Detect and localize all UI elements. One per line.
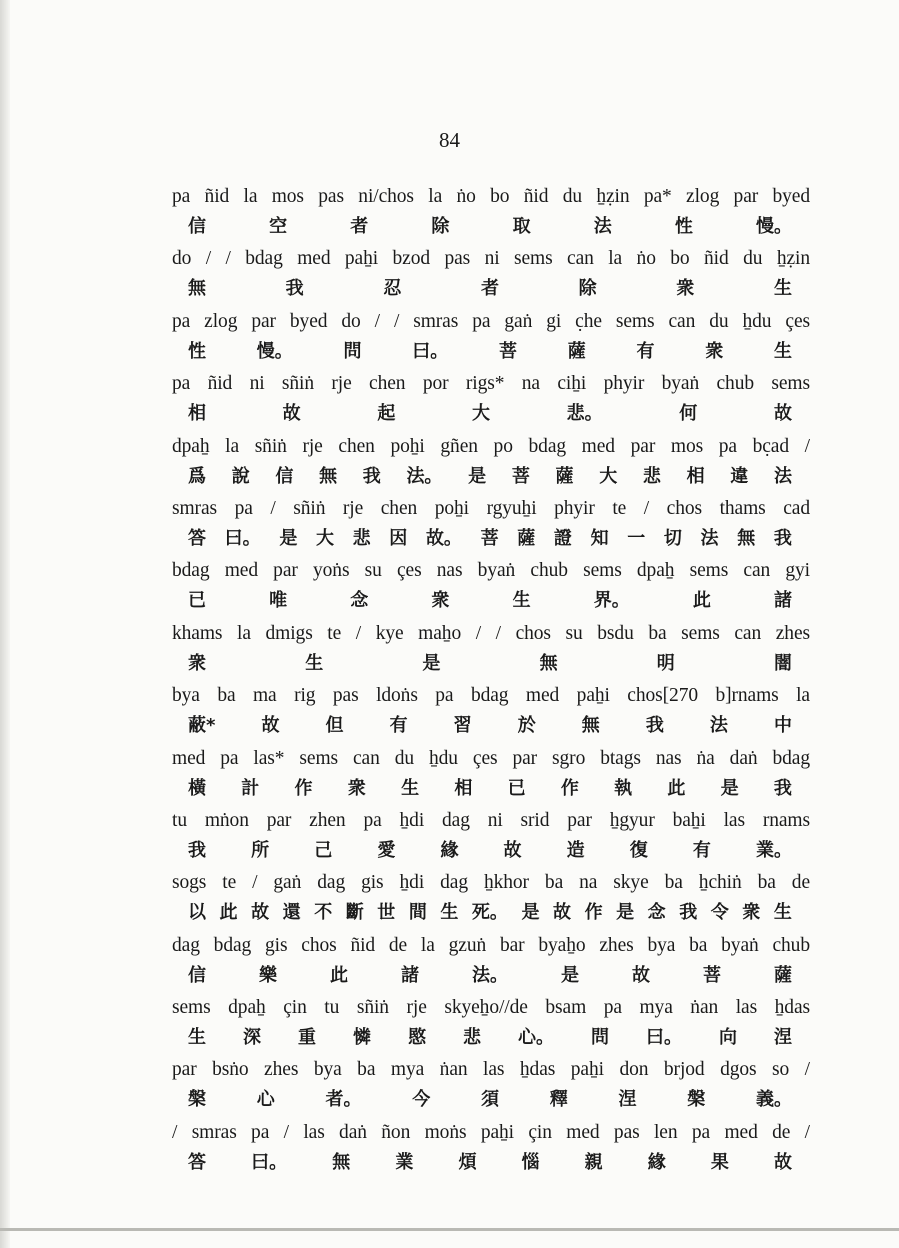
chinese-character: 已 — [507, 777, 526, 799]
chinese-character: 信 — [188, 216, 206, 237]
line-pair — [172, 369, 810, 431]
chinese-character: 者。 — [325, 1089, 362, 1111]
chinese-character: 除 — [578, 278, 597, 300]
line-pair — [172, 993, 810, 1055]
chinese-gloss-line — [172, 398, 810, 431]
chinese-gloss-line — [172, 710, 810, 743]
chinese-character: 作 — [584, 902, 603, 924]
chinese-character: 令 — [710, 902, 729, 924]
chinese-character: 故 — [251, 902, 270, 924]
tibetan-transliteration-line: med pa las* sems can du ẖdu çes par sgro btags nas ṅa daṅ bdag — [172, 747, 810, 769]
chinese-character: 法 — [593, 216, 612, 237]
chinese-character: 世 — [377, 902, 396, 924]
chinese-character: 業。 — [755, 839, 792, 861]
chinese-character: 已 — [188, 590, 206, 612]
chinese-character: 忍 — [383, 278, 402, 300]
chinese-character: 我 — [773, 777, 792, 799]
chinese-character: 今 — [412, 1089, 431, 1111]
line-pair — [172, 931, 810, 993]
chinese-character: 執 — [614, 777, 633, 799]
chinese-character: 曰。 — [412, 340, 449, 362]
chinese-character: 此 — [330, 964, 348, 986]
chinese-character: 樂 — [259, 964, 277, 986]
line-pair — [172, 1118, 810, 1180]
chinese-character: 無 — [539, 652, 558, 674]
chinese-character: 此 — [219, 902, 238, 924]
scan-edge-bottom — [0, 1228, 899, 1231]
chinese-character: 故 — [282, 403, 301, 425]
chinese-character: 我 — [645, 715, 664, 737]
chinese-character: 大 — [471, 403, 490, 425]
tibetan-transliteration-line: par bsṅo zhes bya ba mya ṅan las ẖdas paẖi don brjod dgos so / — [172, 1059, 810, 1081]
chinese-character: 向 — [719, 1027, 737, 1049]
chinese-character: 間 — [408, 902, 427, 924]
chinese-gloss-line — [172, 336, 810, 369]
line-pair — [172, 244, 810, 306]
chinese-character: 菩 — [499, 340, 517, 362]
chinese-character: 無 — [332, 1151, 351, 1173]
chinese-character: 槃 — [687, 1089, 706, 1111]
chinese-character: 作 — [294, 777, 313, 799]
chinese-character: 大 — [599, 465, 618, 487]
chinese-character: 生 — [305, 652, 324, 674]
line-pair — [172, 1055, 810, 1117]
chinese-character: 法 — [773, 465, 792, 487]
chinese-character: 須 — [481, 1089, 499, 1111]
chinese-character: 念 — [647, 902, 666, 924]
tibetan-transliteration-line: dpaẖ la sñiṅ rje chen poẖi gñen po bdag med par mos pa bc̣ad / — [172, 435, 810, 457]
chinese-character: 故 — [773, 1151, 792, 1173]
chinese-character: 中 — [773, 715, 792, 737]
chinese-character: 問 — [343, 340, 362, 362]
chinese-character: 悲。 — [566, 403, 603, 425]
chinese-character: 有 — [692, 839, 711, 861]
line-pair — [172, 432, 810, 494]
chinese-character: 習 — [453, 715, 472, 737]
chinese-character: 法 — [709, 715, 728, 737]
chinese-character: 無 — [737, 527, 756, 549]
chinese-character: 菩 — [703, 964, 721, 986]
chinese-character: 空 — [269, 216, 288, 237]
chinese-character: 違 — [730, 465, 749, 487]
chinese-character: 還 — [282, 902, 301, 924]
chinese-character: 界。 — [593, 590, 630, 612]
chinese-character: 我 — [285, 278, 304, 300]
chinese-character: 信 — [275, 465, 294, 487]
chinese-character: 此 — [667, 777, 686, 799]
line-pair — [172, 494, 810, 556]
chinese-character: 己 — [314, 839, 333, 861]
chinese-character: 重 — [298, 1027, 316, 1049]
chinese-character: 問 — [591, 1027, 609, 1049]
chinese-character: 有 — [389, 715, 408, 737]
chinese-character: 菩 — [480, 527, 499, 549]
chinese-character: 是 — [422, 652, 441, 674]
chinese-gloss-line — [172, 1147, 810, 1180]
chinese-character: 明 — [656, 652, 675, 674]
chinese-character: 衆 — [705, 340, 724, 362]
chinese-character: 我 — [188, 839, 206, 861]
chinese-character: 無 — [188, 278, 206, 300]
bilingual-text-block — [172, 182, 810, 1180]
chinese-character: 故 — [261, 715, 280, 737]
chinese-character: 何 — [679, 403, 698, 425]
tibetan-transliteration-line: smras pa / sñiṅ rje chen poẖi rgyuẖi phyir te / chos thams cad — [172, 497, 810, 519]
page-number: 84 — [439, 128, 460, 152]
chinese-character: 一 — [627, 527, 646, 549]
chinese-character: 槃 — [188, 1089, 206, 1111]
line-pair — [172, 868, 810, 930]
chinese-character: 慢。 — [755, 216, 792, 237]
chinese-character: 答 — [188, 1151, 206, 1173]
chinese-character: 相 — [454, 777, 473, 799]
chinese-character: 除 — [431, 216, 450, 237]
tibetan-transliteration-line: / smras pa / las daṅ ñon moṅs paẖi çin med pas len pa med de / — [172, 1121, 810, 1143]
chinese-character: 是 — [561, 964, 579, 986]
chinese-character: 故 — [632, 964, 650, 986]
chinese-character: 是 — [720, 777, 739, 799]
chinese-character: 曰。 — [251, 1151, 288, 1173]
chinese-gloss-line — [172, 273, 810, 306]
tibetan-transliteration-line: bdag med par yoṅs su çes nas byaṅ chub sems dpaẖ sems can gyi — [172, 560, 810, 582]
chinese-character: 生 — [773, 902, 792, 924]
chinese-character: 涅 — [618, 1089, 637, 1111]
chinese-character: 法 — [700, 527, 719, 549]
chinese-character: 薩 — [774, 964, 792, 986]
line-pair — [172, 806, 810, 868]
chinese-character: 於 — [517, 715, 536, 737]
chinese-gloss-line — [172, 1084, 810, 1117]
chinese-gloss-line — [172, 960, 810, 993]
chinese-character: 是 — [279, 527, 298, 549]
chinese-character: 緣 — [440, 839, 459, 861]
chinese-character: 故。 — [425, 527, 462, 549]
chinese-character: 心。 — [518, 1027, 554, 1049]
chinese-character: 性 — [188, 340, 206, 362]
chinese-character: 性 — [674, 216, 693, 237]
chinese-character: 以 — [188, 902, 206, 924]
chinese-character: 生 — [774, 340, 792, 362]
chinese-character: 證 — [553, 527, 572, 549]
chinese-character: 煩 — [458, 1151, 477, 1173]
tibetan-transliteration-line: pa ñid la mos pas ni/chos la ṅo bo ñid du ẖẓin pa* zlog par byed — [172, 186, 810, 207]
chinese-character: 說 — [231, 465, 250, 487]
chinese-character: 衆 — [347, 777, 366, 799]
chinese-character: 所 — [251, 839, 270, 861]
chinese-character: 親 — [584, 1151, 603, 1173]
chinese-gloss-line — [172, 1022, 810, 1055]
line-pair — [172, 307, 810, 369]
chinese-character: 釋 — [549, 1089, 568, 1111]
chinese-character: 無 — [581, 715, 600, 737]
chinese-character: 生 — [401, 777, 420, 799]
chinese-character: 蔽* — [188, 715, 216, 737]
chinese-character: 薩 — [555, 465, 574, 487]
chinese-character: 不 — [314, 902, 333, 924]
chinese-character: 心 — [256, 1089, 275, 1111]
chinese-character: 但 — [325, 715, 344, 737]
chinese-character: 唯 — [269, 590, 288, 612]
chinese-character: 無 — [319, 465, 338, 487]
tibetan-transliteration-line: tu mṅon par zhen pa ẖdi dag ni srid par ẖgyur baẖi las rnams — [172, 809, 810, 831]
chinese-character: 菩 — [511, 465, 530, 487]
chinese-character: 果 — [710, 1151, 729, 1173]
chinese-character: 答 — [188, 527, 206, 549]
chinese-character: 大 — [315, 527, 334, 549]
chinese-character: 慢。 — [256, 340, 293, 362]
tibetan-transliteration-line: pa ñid ni sñiṅ rje chen por rigs* na ciẖi phyir byaṅ chub sems — [172, 373, 810, 395]
chinese-character: 造 — [566, 839, 585, 861]
chinese-character: 者 — [480, 278, 499, 300]
chinese-character: 我 — [679, 902, 698, 924]
chinese-character: 相 — [188, 403, 206, 425]
chinese-gloss-line — [172, 773, 810, 806]
line-pair — [172, 619, 810, 681]
chinese-character: 悲 — [352, 527, 371, 549]
chinese-character: 深 — [243, 1027, 261, 1049]
chinese-character: 業 — [395, 1151, 414, 1173]
tibetan-transliteration-line: sogs te / gaṅ dag gis ẖdi dag ẖkhor ba na skye ba ẖchiṅ ba de — [172, 872, 810, 894]
chinese-character: 悲 — [642, 465, 661, 487]
chinese-character: 起 — [377, 403, 396, 425]
line-pair — [172, 744, 810, 806]
chinese-gloss-line — [172, 211, 810, 244]
chinese-character: 故 — [553, 902, 572, 924]
chinese-gloss-line — [172, 648, 810, 681]
chinese-character: 諸 — [773, 590, 792, 612]
tibetan-transliteration-line: pa zlog par byed do / / smras pa gaṅ gi c̣he sems can du ẖdu çes — [172, 310, 810, 332]
chinese-character: 諸 — [401, 964, 419, 986]
chinese-character: 故 — [773, 403, 792, 425]
chinese-gloss-line — [172, 585, 810, 618]
chinese-character: 惱 — [521, 1151, 540, 1173]
chinese-character: 悲 — [463, 1027, 481, 1049]
chinese-character: 橫 — [188, 777, 206, 799]
chinese-gloss-line — [172, 523, 810, 556]
chinese-character: 念 — [350, 590, 369, 612]
chinese-character: 有 — [636, 340, 655, 362]
chinese-character: 切 — [663, 527, 682, 549]
chinese-character: 信 — [188, 964, 206, 986]
chinese-character: 此 — [692, 590, 711, 612]
line-pair — [172, 556, 810, 618]
chinese-character: 因 — [389, 527, 408, 549]
chinese-character: 生 — [773, 278, 792, 300]
tibetan-transliteration-line: dag bdag gis chos ñid de la gzuṅ bar byaẖo zhes bya ba byaṅ chub — [172, 934, 810, 956]
chinese-character: 薩 — [567, 340, 586, 362]
chinese-character: 曰。 — [646, 1027, 682, 1049]
chinese-character: 義。 — [756, 1089, 792, 1111]
line-pair — [172, 681, 810, 743]
chinese-character: 愍 — [408, 1027, 426, 1049]
chinese-character: 者 — [350, 216, 369, 237]
chinese-character: 衆 — [676, 278, 695, 300]
chinese-character: 是 — [616, 902, 635, 924]
chinese-character: 復 — [629, 839, 648, 861]
chinese-character: 涅 — [774, 1027, 792, 1049]
chinese-character: 故 — [503, 839, 522, 861]
chinese-character: 衆 — [188, 652, 206, 674]
chinese-character: 愛 — [377, 839, 396, 861]
chinese-character: 我 — [773, 527, 792, 549]
chinese-character: 生 — [512, 590, 531, 612]
chinese-gloss-line — [172, 897, 810, 930]
chinese-gloss-line — [172, 461, 810, 494]
chinese-character: 衆 — [742, 902, 761, 924]
chinese-character: 闇 — [773, 652, 792, 674]
chinese-character: 斷 — [345, 902, 364, 924]
chinese-character: 緣 — [647, 1151, 666, 1173]
tibetan-transliteration-line: do / / bdag med paẖi bzod pas ni sems can la ṅo bo ñid du ẖẓin — [172, 248, 810, 270]
chinese-character: 生 — [440, 902, 459, 924]
chinese-character: 法。 — [406, 465, 443, 487]
chinese-character: 取 — [512, 216, 531, 237]
scan-edge-left — [0, 0, 10, 1248]
chinese-character: 生 — [188, 1027, 206, 1049]
line-pair — [172, 182, 810, 244]
chinese-character: 死。 — [471, 902, 508, 924]
chinese-character: 法。 — [472, 964, 508, 986]
chinese-character: 衆 — [431, 590, 450, 612]
tibetan-transliteration-line: bya ba ma rig pas ldoṅs pa bdag med paẖi chos[270 b]rnams la — [172, 685, 810, 707]
chinese-character: 是 — [521, 902, 540, 924]
chinese-character: 是 — [468, 465, 487, 487]
chinese-character: 爲 — [188, 465, 206, 487]
chinese-character: 憐 — [353, 1027, 371, 1049]
chinese-character: 計 — [241, 777, 260, 799]
chinese-character: 薩 — [517, 527, 536, 549]
chinese-character: 曰。 — [224, 527, 261, 549]
chinese-character: 知 — [590, 527, 609, 549]
chinese-character: 相 — [686, 465, 705, 487]
tibetan-transliteration-line: khams la dmigs te / kye maẖo / / chos su bsdu ba sems can zhes — [172, 622, 810, 644]
tibetan-transliteration-line: sems dpaẖ çin tu sñiṅ rje skyeẖo//de bsam pa mya ṅan las ẖdas — [172, 997, 810, 1019]
chinese-gloss-line — [172, 835, 810, 868]
chinese-character: 作 — [560, 777, 579, 799]
chinese-character: 我 — [362, 465, 381, 487]
